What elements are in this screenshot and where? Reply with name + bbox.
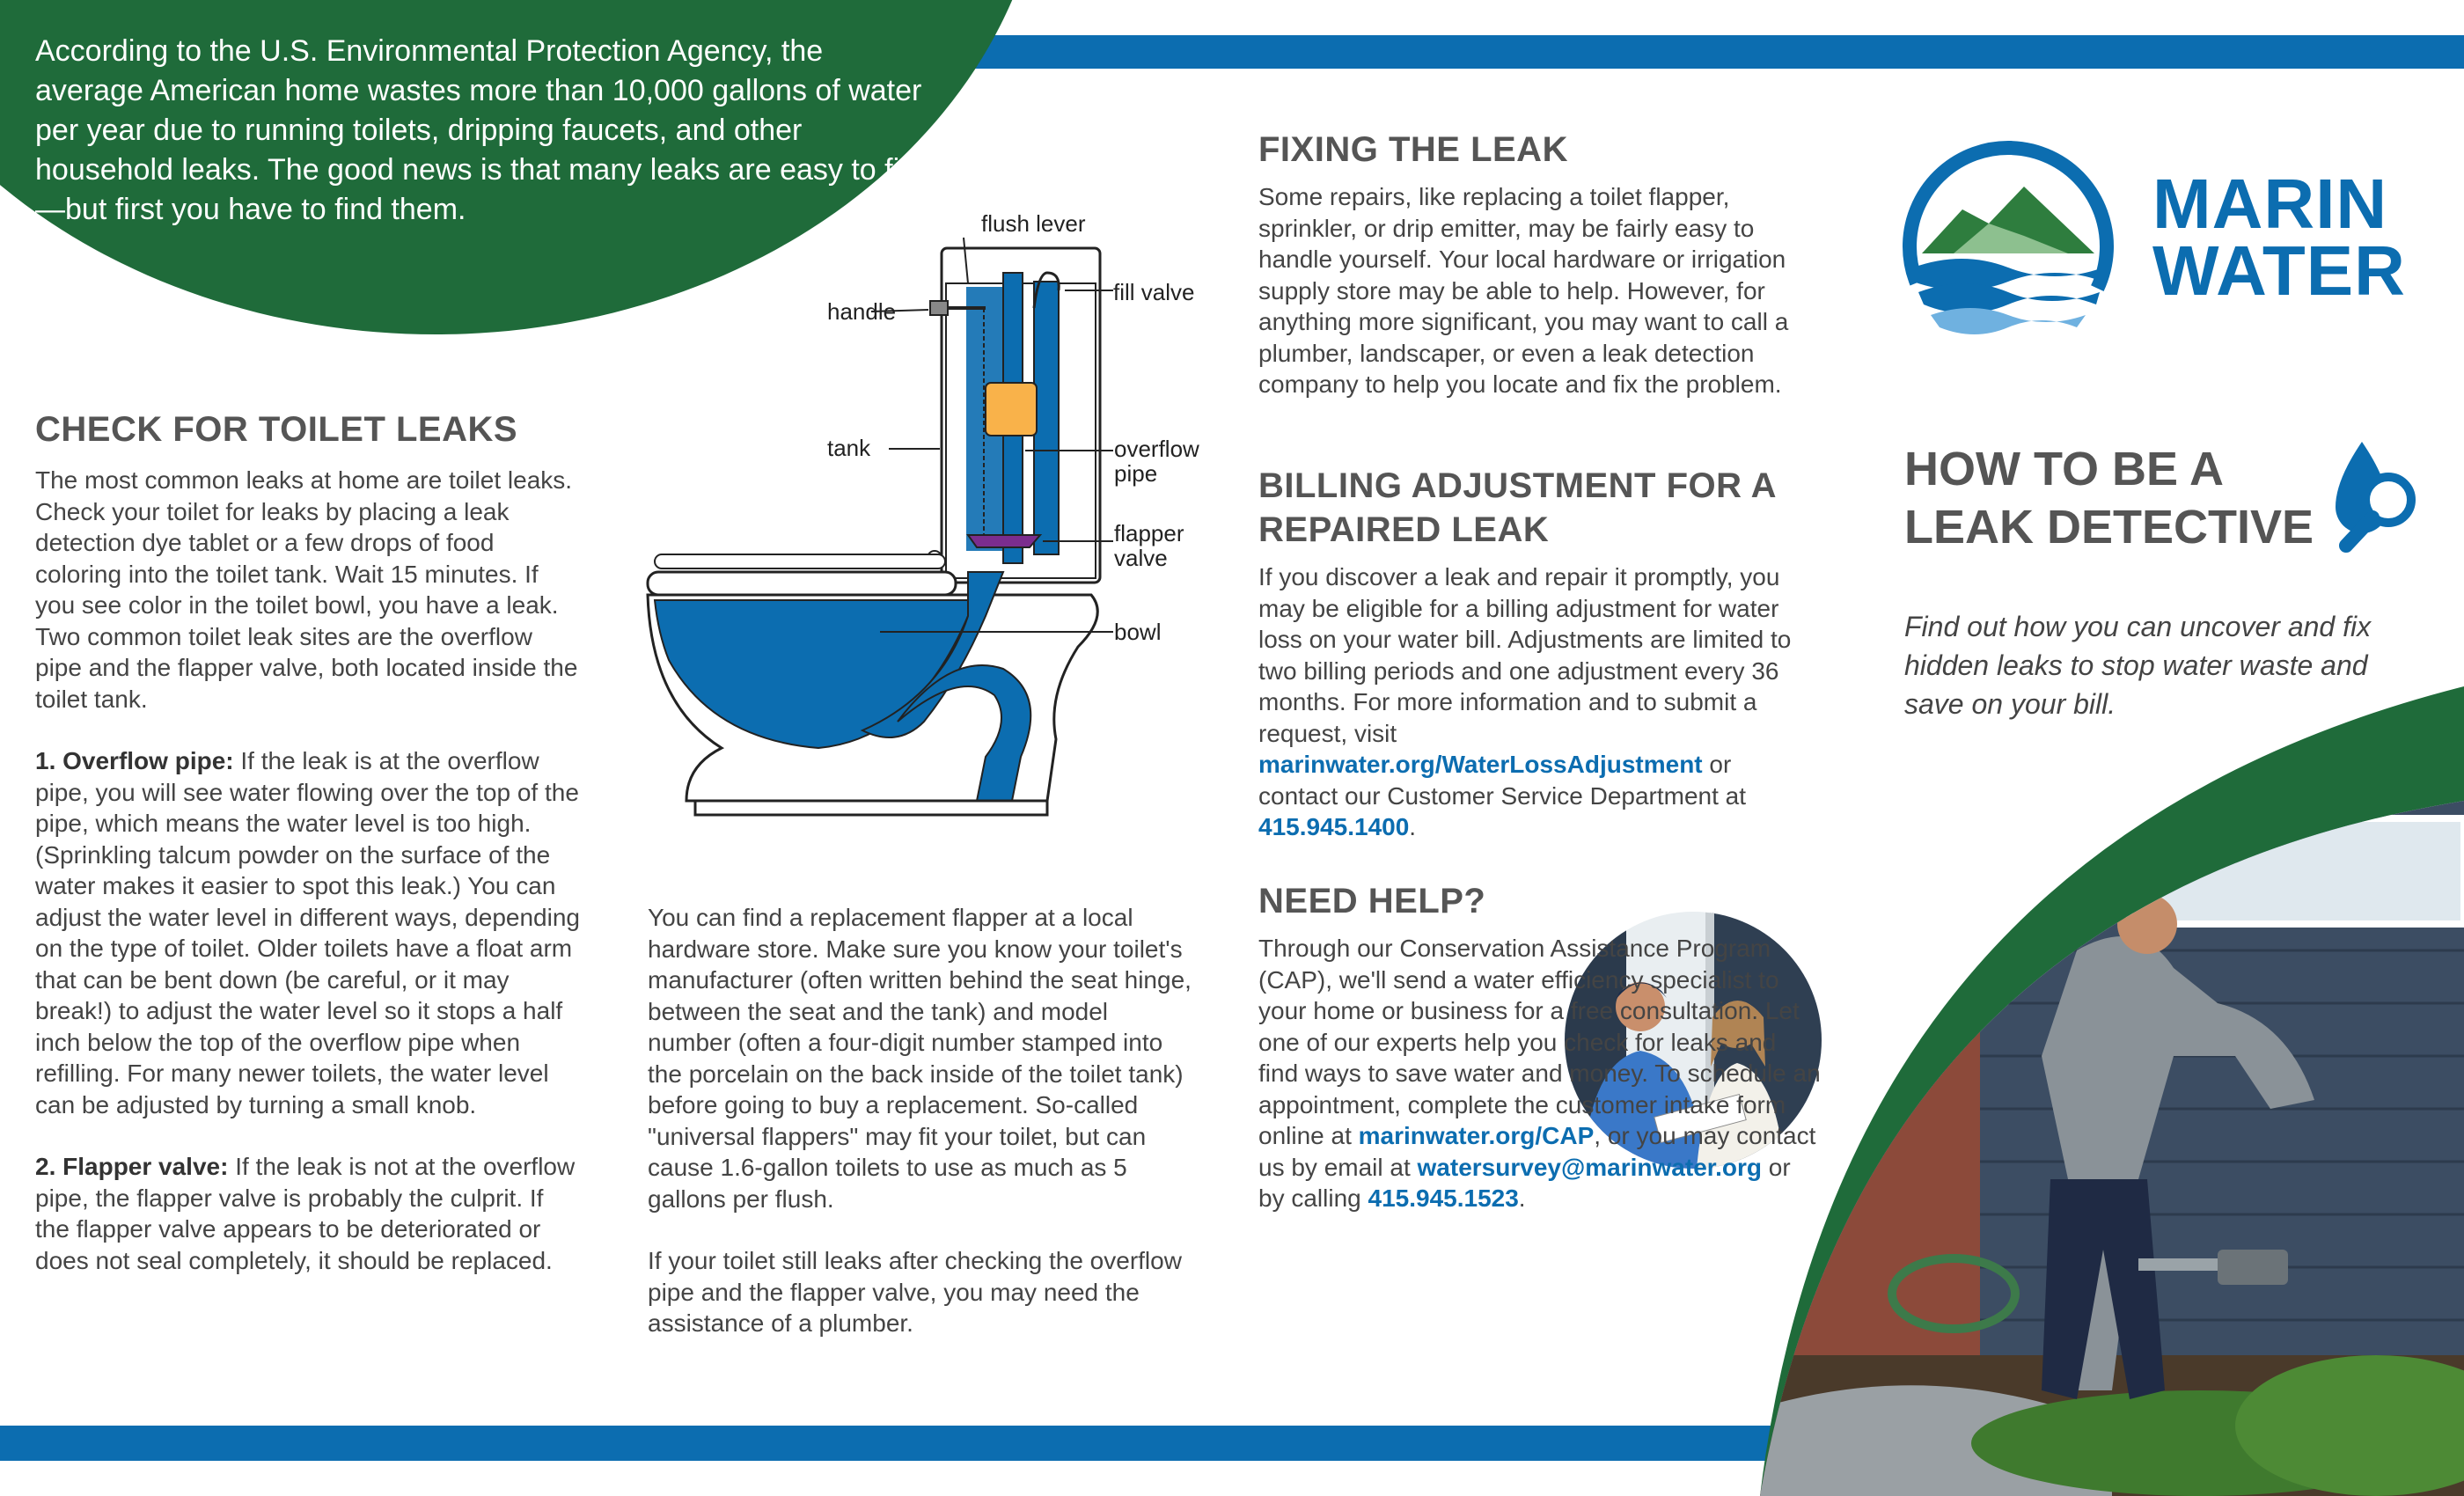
need-help-text-email-intro: , or you may contact us by email at [1258, 1122, 1816, 1181]
cap-link[interactable]: marinwater.org/CAP [1358, 1122, 1595, 1149]
water-loss-adjustment-link[interactable]: marinwater.org/WaterLossAdjustment [1258, 751, 1703, 778]
top-blue-bar [950, 35, 2464, 69]
flapper-valve-label: 2. Flapper valve: [35, 1153, 229, 1180]
diagram-label-handle: handle [827, 298, 897, 325]
flapper-shape [968, 535, 1040, 547]
logo-line2: WATER [2152, 231, 2406, 310]
logo-line1: MARIN [2152, 165, 2388, 243]
need-help-text [1258, 933, 1822, 1214]
diagram-label-bowl: bowl [1114, 619, 1162, 645]
flapper-valve-paragraph [35, 1151, 581, 1276]
diagram-label-flapper-valve: flapper valve [1114, 520, 1184, 571]
cover-photo-area [1760, 686, 2464, 1496]
logo-wordmark [2152, 165, 2406, 310]
toilet-leaks-intro: The most common leaks at home are toilet leaks. Check your toilet for leaks by placing a leak detection dye tablet or a few drops of food coloring into the toilet tank. Wait 15 minutes. If you see color in the toilet bowl, you have a leak. Two common toilet leak sites are the overflow pipe and the flapper valve, both located inside the toilet tank. [35, 466, 578, 713]
overflow-pipe-text: If the leak is at the overflow pipe, you will see water flowing over the top of the pipe, which means the water level is too high. (Sprinkling talcum powder on the surface of the water makes it easier to spot this leak.) You can adjust the water level in different ways, depending on the type of toilet. Older toilets have a float arm that can be bent down (be careful, or it may break!) to adjust the water level so it stops a half inch below the top of the overflow pipe when refilling. For many newer toilets, the water level can be adjusted by turning a small knob. [35, 747, 580, 1118]
handle-shape [930, 301, 948, 315]
billing-text-end: . [1409, 813, 1417, 840]
toilet-diagram [634, 202, 1197, 836]
cover-title-line1: HOW TO BE A [1904, 443, 2224, 495]
overflow-pipe-label: 1. Overflow pipe: [35, 747, 234, 774]
customer-service-phone-link[interactable]: 415.945.1400 [1258, 813, 1410, 840]
need-help-heading: NEED HELP? [1258, 882, 1486, 920]
diagram-label-overflow-pipe: overflow pipe [1114, 436, 1199, 487]
need-help-text-main: Through our Conservation Assistance Program (CAP), we'll send a water efficiency specialist to your home or business for a free consultation. Let one of our experts help you check for leaks and find ways to save water and money. To schedule an appointment, complete the customer intake form online at [1258, 935, 1821, 1149]
plumber-paragraph: If your toilet still leaks after checking the overflow pipe and the flapper valve, you may need the assistance of a plumber. [648, 1247, 1182, 1337]
replacement-paragraph: You can find a replacement flapper at a local hardware store. Make sure you know your toilet's manufacturer (often written behind the seat hinge, between the seat and the tank) and model number (often a four-digit number stamped into the porcelain on the back inside of the toilet tank) before going to buy a replacement. So-called "universal flappers" may fit your toilet, but can cause 1.6-gallon toilets to use as much as 5 gallons per flush. [648, 904, 1192, 1213]
replacement-text [648, 902, 1193, 1339]
cover-title [1904, 440, 2314, 556]
cover-tagline: Find out how you can uncover and fix hidden leaks to stop water waste and save on your bill. [1904, 611, 2372, 720]
need-help-text-call-intro: or by calling [1258, 1153, 1791, 1212]
diagram-label-tank: tank [827, 435, 871, 461]
billing-heading-line1: BILLING ADJUSTMENT FOR A [1258, 466, 1778, 505]
fixing-text: Some repairs, like replacing a toilet flapper, sprinkler, or drip emitter, may be fairly easy to handle yourself. Your local hardware or irrigation supply store may be able to help. However, for anything more significant, you may want to call a plumber, landscaper, or even a leak detection company to help you locate and fix the problem. [1258, 183, 1789, 398]
water-survey-email-link[interactable]: watersurvey@marinwater.org [1417, 1153, 1762, 1181]
cap-phone-link[interactable]: 415.945.1523 [1368, 1184, 1519, 1212]
fixing-heading: FIXING THE LEAK [1258, 130, 1568, 169]
billing-heading-line2: REPAIRED LEAK [1258, 510, 1550, 549]
intro-text: According to the U.S. Environmental Protection Agency, the average American home wastes more than 10,000 gallons of water per year due to running toilets, dripping faucets, and other household leaks. The good news is that many leaks are easy to fix—but first you have to find them. [35, 34, 922, 226]
toilet-leaks-body [35, 465, 581, 1276]
overflow-pipe-paragraph [35, 745, 581, 1120]
water-drop-magnifier-icon [2327, 436, 2432, 560]
fill-valve-shape [1034, 282, 1059, 554]
cover-title-line2: LEAK DETECTIVE [1904, 501, 2314, 554]
need-help-text-end: . [1518, 1184, 1526, 1212]
toilet-base [695, 801, 1047, 815]
billing-text-contact: or contact our Customer Service Department at [1258, 751, 1747, 810]
flapper-valve-text: If the leak is not at the overflow pipe, the flapper valve is probably the culprit. If the flapper valve appears to be deteriorated or does not seal completely, it should be replaced. [35, 1153, 576, 1274]
diagram-label-fill-valve: fill valve [1113, 279, 1195, 305]
diagram-label-flush-lever: flush lever [981, 210, 1086, 237]
billing-text-main: If you discover a leak and repair it promptly, you may be eligible for a billing adjustment for water loss on your water bill. Adjustments are limited to two billing periods and one adjustment every 36 months. For more information and to submit a request, visit [1258, 563, 1792, 747]
marin-water-logo-icon [1901, 139, 2116, 354]
toilet-seat [648, 572, 956, 595]
float-shape [986, 383, 1037, 436]
billing-text [1258, 561, 1813, 843]
toilet-leaks-heading: CHECK FOR TOILET LEAKS [35, 410, 518, 449]
